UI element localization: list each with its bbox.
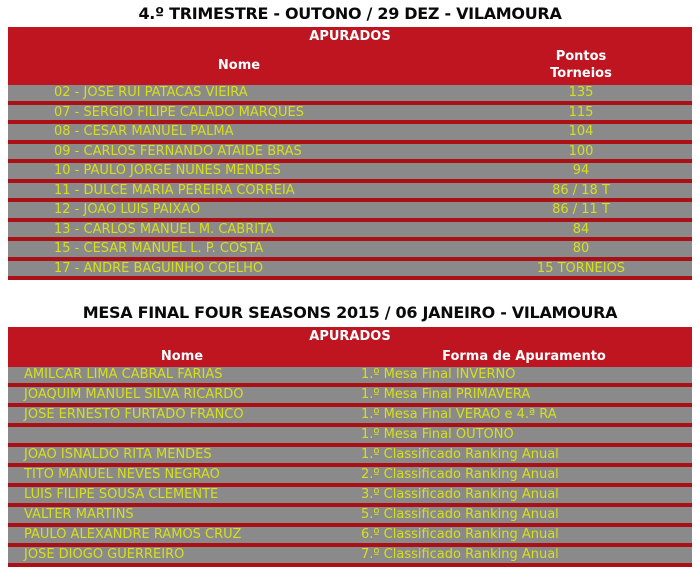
player-name: 17 - ANDRE BAGUINHO COELHO xyxy=(54,260,264,276)
table2-body xyxy=(8,367,692,567)
player-name: PAULO ALEXANDRE RAMOS CRUZ xyxy=(24,527,242,542)
table2-title: MESA FINAL FOUR SEASONS 2015 / 06 JANEIRO - VILAMOURA xyxy=(82,303,618,322)
table-row xyxy=(8,222,692,242)
table1-col-pontos-header xyxy=(470,45,692,85)
player-name: 13 - CARLOS MANUEL M. CABRITA xyxy=(54,221,274,237)
table1-col-pontos-label: Pontos Torneios xyxy=(550,49,612,81)
table2-column-headers xyxy=(8,345,692,367)
table-row xyxy=(8,105,692,125)
player-name: 08 - CESAR MANUEL PALMA xyxy=(54,124,234,139)
table-row xyxy=(8,183,692,203)
table1-body xyxy=(8,85,692,280)
qualification-type: 3.º Classificado Ranking Anual xyxy=(361,487,559,502)
table-row xyxy=(8,367,692,387)
table2-col-nome-header: Nome xyxy=(160,348,204,364)
table-row xyxy=(8,527,692,547)
player-points: 135 xyxy=(568,85,594,100)
table-row xyxy=(8,241,692,261)
player-points: 94 xyxy=(572,163,590,178)
qualification-type: 6.º Classificado Ranking Anual xyxy=(361,527,559,542)
table-row xyxy=(8,507,692,527)
qualification-type: 1.º Mesa Final VERÃO e 4.ª RA xyxy=(361,407,557,422)
player-name: JOSE DIOGO GUERREIRO xyxy=(24,547,185,562)
table-row xyxy=(8,427,692,447)
table-row xyxy=(8,447,692,467)
table-row xyxy=(8,144,692,164)
table-row xyxy=(8,124,692,144)
player-points: 86 / 18 T xyxy=(552,182,610,198)
table1-column-headers xyxy=(8,45,692,85)
qualification-type: 5.º Classificado Ranking Anual xyxy=(361,507,559,522)
table1-banner: APURADOS xyxy=(8,27,692,45)
qualification-type: 1.º Classificado Ranking Anual xyxy=(361,447,559,462)
player-name: VALTER MARTINS xyxy=(24,507,134,522)
player-points: 100 xyxy=(568,143,594,159)
qualification-type: 7.º Classificado Ranking Anual xyxy=(361,547,559,562)
table2-col-forma-header: Forma de Apuramento xyxy=(442,348,606,364)
player-name: 12 - JOAO LUIS PAIXAO xyxy=(54,202,201,217)
player-name: 09 - CARLOS FERNANDO ATAIDE BRAS xyxy=(54,143,302,159)
table1-col-nome-header: Nome xyxy=(217,57,261,73)
player-points: 115 xyxy=(568,104,594,120)
player-name: 02 - JOSE RUI PATACAS VIEIRA xyxy=(54,85,248,100)
qualification-type: 2.º Classificado Ranking Anual xyxy=(361,467,559,482)
player-points: 15 TORNEIOS xyxy=(536,260,626,276)
player-name: AMILCAR LIMA CABRAL FARIAS xyxy=(24,367,223,382)
player-name: LUIS FILIPE SOUSA CLEMENTE xyxy=(24,487,219,502)
qualification-type: 1.º Mesa Final PRIMAVERA xyxy=(361,387,531,402)
player-points: 104 xyxy=(568,124,594,139)
player-points: 80 xyxy=(572,241,590,256)
table1-title: 4.º TRIMESTRE - OUTONO / 29 DEZ - VILAMOURA xyxy=(138,4,562,23)
qualification-type: 1.º Mesa Final OUTONO xyxy=(361,427,514,442)
table-row xyxy=(8,163,692,183)
player-name xyxy=(8,427,356,443)
table-row xyxy=(8,547,692,567)
table-row xyxy=(8,202,692,222)
player-name: 07 - SERGIO FILIPE CALADO MARQUES xyxy=(54,104,304,120)
table-row xyxy=(8,85,692,105)
player-points: 84 xyxy=(572,221,590,237)
player-name: JOSE ERNESTO FURTADO FRANCO xyxy=(24,407,244,422)
table-mesa-final xyxy=(8,327,692,567)
player-name: 15 - CESAR MANUEL L. P. COSTA xyxy=(54,241,264,256)
player-name: 11 - DULCE MARIA PEREIRA CORREIA xyxy=(54,182,295,198)
table-row xyxy=(8,467,692,487)
player-name: TITO MANUEL NEVES NEGRÃO xyxy=(24,467,220,482)
table2-banner: APURADOS xyxy=(8,327,692,345)
qualification-type: 1.º Mesa Final INVERNO xyxy=(361,367,516,382)
player-name: JOAO ISNALDO RITA MENDES xyxy=(24,447,212,462)
table-row xyxy=(8,261,692,281)
table-trimestre-outono xyxy=(8,27,692,280)
table-row xyxy=(8,407,692,427)
table-row xyxy=(8,487,692,507)
player-name: 10 - PAULO JORGE NUNES MENDES xyxy=(54,163,281,178)
player-points: 86 / 11 T xyxy=(552,202,610,217)
table-row xyxy=(8,387,692,407)
player-name: JOAQUIM MANUEL SILVA RICARDO xyxy=(24,387,244,402)
